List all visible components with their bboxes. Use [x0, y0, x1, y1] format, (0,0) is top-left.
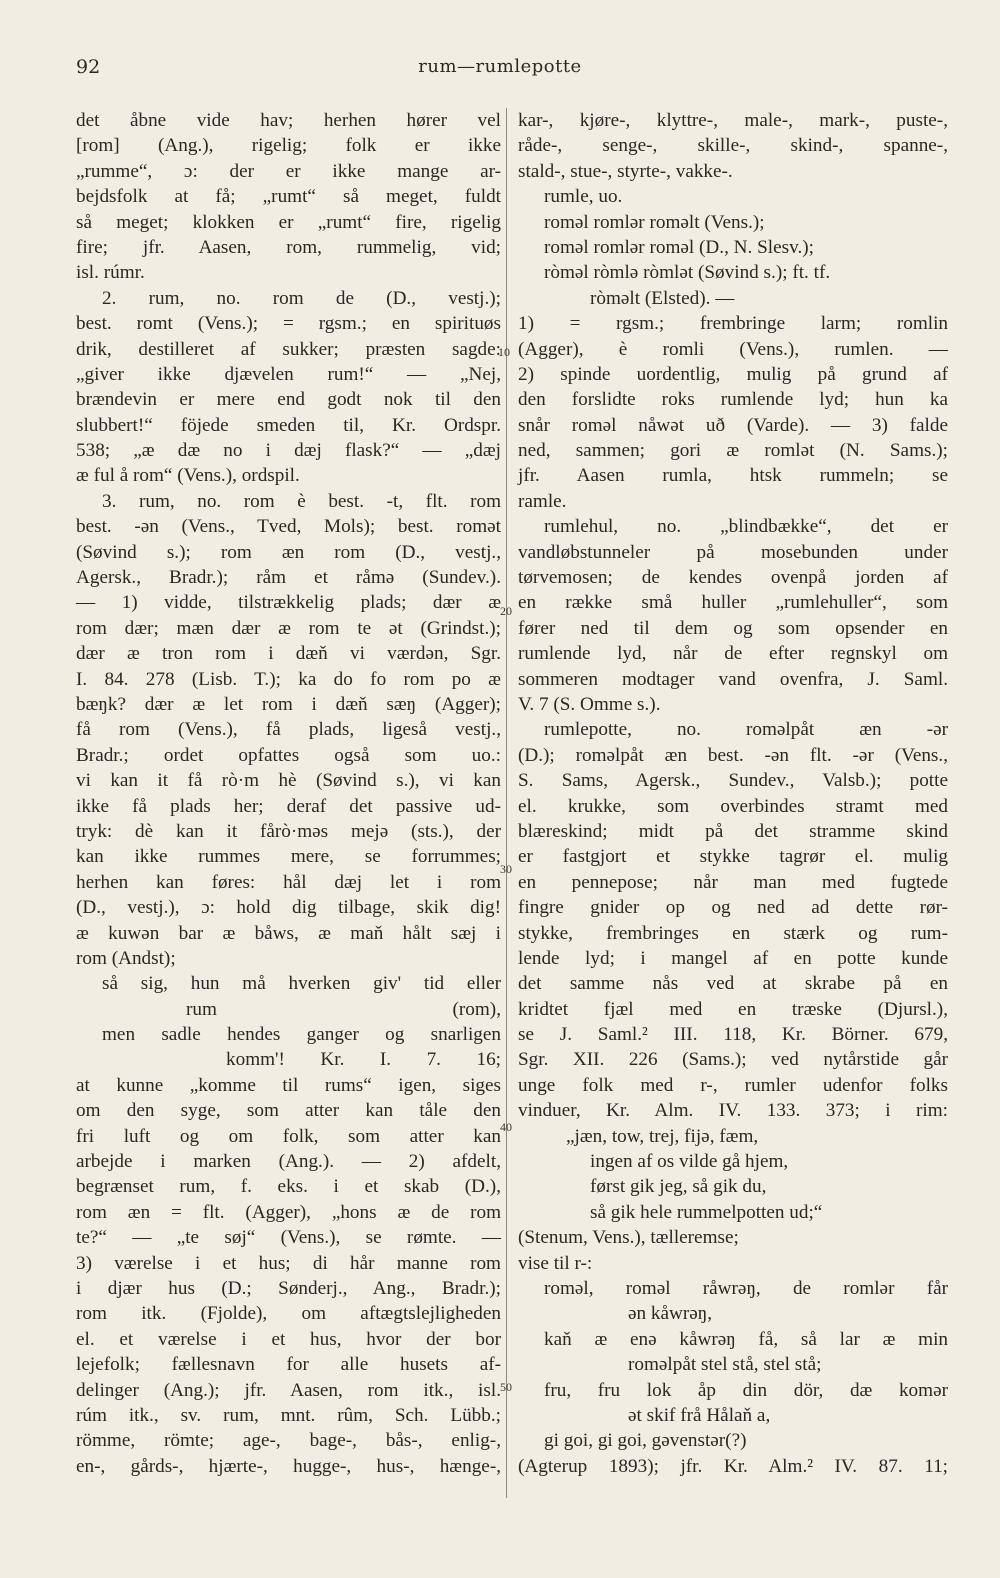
- text-line: rom æn = flt. (Agger), „hons æ de rom: [76, 1201, 501, 1223]
- text-line: (Agterup 1893); jfr. Kr. Alm.² IV. 87. 11;: [518, 1455, 948, 1477]
- margin-line-number: 50: [500, 1380, 512, 1394]
- text-line: ən kåwrəŋ,: [628, 1303, 713, 1325]
- text-line: at kunne „komme til rums“ igen, siges: [76, 1074, 501, 1096]
- margin-line-number: 10: [498, 345, 510, 359]
- column-divider: [506, 108, 507, 1498]
- text-line: er fastgjort et stykke tagrør el. mulig: [518, 846, 948, 868]
- text-line: 3. rum, no. rom è best. -t, flt. rom: [102, 490, 501, 512]
- text-line: — 1) vidde, tilstrækkelig plads; dær æ: [76, 592, 501, 614]
- text-line: ned, sammen; gori æ romlət (N. Sams.);: [518, 440, 948, 462]
- text-line: 3) værelse i et hus; di hår manne rom: [76, 1252, 501, 1274]
- text-line: S. Sams, Agersk., Sundev., Valsb.); potte: [518, 770, 948, 792]
- text-line: (Søvind s.); rom æn rom (D., vestj.,: [76, 541, 501, 563]
- text-line: bæŋk? dær æ let rom i dæň sæŋ (Agger);: [76, 693, 501, 715]
- running-head: rum—rumlepotte: [418, 56, 582, 77]
- text-line: kaň æ enə kåwrəŋ få, så lar æ min: [544, 1328, 948, 1350]
- text-line: først gik jeg, så gik du,: [590, 1176, 767, 1198]
- text-line: bejdsfolk at få; „rumt“ så meget, fuldt: [76, 186, 501, 208]
- text-line: ramle.: [518, 490, 567, 512]
- text-line: rúm itk., sv. rum, mnt. rûm, Sch. Lübb.;: [76, 1404, 501, 1426]
- text-line: rom (Andst);: [76, 947, 176, 969]
- text-line: kridtet fjæl med en træske (Djursl.),: [518, 998, 948, 1020]
- text-line: råde-, senge-, skille-, skind-, spanne-,: [518, 135, 948, 157]
- text-line: roməl romlər romәlt (Vens.);: [544, 211, 765, 233]
- text-line: „jæn, tow, trej, fijə, fæm,: [566, 1125, 759, 1147]
- text-line: delinger (Ang.); jfr. Aasen, rom itk., isl.: [76, 1379, 501, 1401]
- text-line: lejefolk; fællesnavn for alle husets af-: [76, 1354, 501, 1376]
- text-line: så sig, hun må hverken giv' tid eller: [102, 973, 501, 995]
- text-line: fri luft og om folk, som atter kan: [76, 1125, 501, 1147]
- text-line: „rumme“, ɔ: der er ikke mange ar-: [76, 160, 501, 182]
- text-line: 1) = rgsm.; frembringe larm; romlin: [518, 313, 948, 335]
- text-line: slubbert!“ föjede smeden til, Kr. Ordspr.: [76, 414, 501, 436]
- text-line: dær æ tron rom i dæň vi værdən, Sgr.: [76, 643, 501, 665]
- text-line: best. -ən (Vens., Tved, Mols); best. romət: [76, 516, 501, 538]
- text-line: gi goi, gi goi, gəvenstər(?): [544, 1430, 747, 1452]
- text-line: drik, destilleret af sukker; præsten sagde:: [76, 338, 501, 360]
- text-line: det åbne vide hav; herhen hører vel: [76, 110, 501, 131]
- text-line: æ ful å rom“ (Vens.), ordspil.: [76, 465, 300, 487]
- text-line: rumlende lyd, når de efter regnskyl om: [518, 643, 948, 665]
- text-line: 2) spinde uordentlig, mulig på grund af: [518, 363, 948, 385]
- text-line: men sadle hendes ganger og snarligen: [102, 1024, 501, 1046]
- text-line: rumlehul, no. „blindbække“, det er: [544, 516, 948, 538]
- text-line: i djær hus (D.; Sønderj., Ang., Bradr.);: [76, 1277, 501, 1299]
- text-line: en række små huller „rumlehuller“, som: [518, 592, 948, 614]
- text-line: tryk: dè kan it fårò·məs mejə (sts.), der: [76, 820, 501, 842]
- text-line: så gik hele rummelpotten ud;“: [590, 1201, 823, 1223]
- text-line: vinduer, Kr. Alm. IV. 133. 373; i rim:: [518, 1100, 948, 1122]
- text-line: (D., vestj.), ɔ: hold dig tilbage, skik dig!: [76, 897, 501, 919]
- text-line: om den syge, som atter kan tåle den: [76, 1100, 501, 1122]
- text-line: ət skif frå Hålaň a,: [628, 1404, 771, 1426]
- text-line: lende lyd; i mangel af en potte kunde: [518, 947, 948, 969]
- text-line: vise til r-:: [518, 1252, 593, 1274]
- text-line: sommeren modtager vand ovenfra, J. Saml.: [518, 668, 948, 690]
- text-line: fru, fru lok åp din dör, dæ komər: [544, 1379, 948, 1401]
- text-line: komm'! Kr. I. 7. 16;: [226, 1049, 501, 1071]
- left-column: [76, 108, 501, 1479]
- text-line: roməlpåt stel stå, stel stå;: [628, 1354, 822, 1376]
- text-line: V. 7 (S. Omme s.).: [518, 693, 661, 715]
- text-line: en pennepose; når man med fugtede: [518, 871, 948, 893]
- text-line: ikke få plads her; deraf det passive ud-: [76, 795, 501, 817]
- margin-line-number: 20: [500, 604, 512, 618]
- text-line: tørvemosen; de kendes ovenpå jorden af: [518, 567, 948, 589]
- text-line: kan ikke rummes mere, se forrummes;: [76, 846, 501, 868]
- text-line: vi kan it få rò·m hè (Søvind s.), vi kan: [76, 770, 501, 792]
- text-line: se J. Saml.² III. 118, Kr. Börner. 679,: [518, 1024, 948, 1046]
- text-line: ingen af os vilde gå hjem,: [590, 1151, 789, 1173]
- text-line: Bradr.; ordet opfattes også som uo.:: [76, 744, 501, 766]
- text-line: stald-, stue-, styrte-, vakke-.: [518, 160, 733, 182]
- text-line: roməl, roməl råwrəŋ, de romlər får: [544, 1277, 948, 1299]
- text-line: jfr. Aasen rumla, htsk rummeln; se: [518, 465, 948, 487]
- text-line: rumle, uo.: [544, 186, 623, 208]
- text-line: el. et værelse i et hus, hvor der bor: [76, 1328, 501, 1350]
- text-line: Agersk., Bradr.); råm et råmə (Sundev.).: [76, 567, 501, 589]
- text-line: vandløbstunneler på mosebunden under: [518, 541, 948, 563]
- text-line: arbejde i marken (Ang.). — 2) afdelt,: [76, 1151, 501, 1173]
- text-line: fire; jfr. Aasen, rom, rummelig, vid;: [76, 236, 501, 258]
- right-column: [518, 108, 948, 1479]
- text-line: rum (rom),: [186, 998, 501, 1020]
- text-line: unge folk med r-, rumler udenfor folks: [518, 1074, 948, 1096]
- text-line: den forslidte roks rumlende lyd; hun ka: [518, 389, 948, 411]
- text-line: 2. rum, no. rom de (D., vestj.);: [102, 287, 501, 309]
- text-line: roməl romlər romәl (D., N. Slesv.);: [544, 236, 814, 258]
- text-line: römme, römte; age-, bage-, bås-, enlig-,: [76, 1430, 501, 1452]
- text-line: blæreskind; midt på det stramme skind: [518, 820, 948, 842]
- text-line: Sgr. XII. 226 (Sams.); ved nytårstide går: [518, 1049, 948, 1071]
- text-line: best. romt (Vens.); = rgsm.; en spirituøs: [76, 313, 501, 335]
- text-line: fører ned til dem og som opsender en: [518, 617, 948, 639]
- text-line: rom dær; mæn dær æ rom te ət (Grindst.);: [76, 617, 501, 639]
- text-line: stykke, frembringes en stærk og rum-: [518, 922, 948, 944]
- text-line: æ kuwən bar æ båws, æ maň hålt sæj i: [76, 922, 501, 944]
- text-line: te?“ — „te søj“ (Vens.), se rømte. —: [76, 1227, 501, 1249]
- text-line: kar-, kjøre-, klyttre-, male-, mark-, puste-,: [518, 110, 948, 131]
- margin-line-number: 30: [500, 862, 512, 876]
- text-line: (Agger), è romli (Vens.), rumlen. —: [518, 338, 948, 360]
- text-line: „giver ikke djævelen rum!“ — „Nej,: [76, 363, 501, 385]
- text-line: få rom (Vens.), få plads, ligeså vestj.,: [76, 719, 501, 741]
- text-line: isl. rúmr.: [76, 262, 145, 284]
- page-number: 92: [76, 56, 101, 78]
- text-line: [rom] (Ang.), rigelig; folk er ikke: [76, 135, 501, 157]
- text-line: så meget; klokken er „rumt“ fire, rigelig: [76, 211, 501, 233]
- text-line: 538; „æ dæ no i dæj flask?“ — „dæj: [76, 440, 501, 462]
- text-line: ròməl ròmlə ròmlət (Søvind s.); ft. tf.: [544, 262, 831, 284]
- text-line: snår roməl nåwәt uð (Varde). — 3) falde: [518, 414, 948, 436]
- text-line: (Stenum, Vens.), tælleremse;: [518, 1227, 739, 1249]
- text-line: I. 84. 278 (Lisb. T.); ka do fo rom po æ: [76, 668, 501, 690]
- text-line: rom itk. (Fjolde), om aftægtslejligheden: [76, 1303, 501, 1325]
- text-line: begrænset rum, f. eks. i et skab (D.),: [76, 1176, 501, 1198]
- text-line: rumlepotte, no. roməlpåt æn -ər: [544, 719, 948, 741]
- text-line: ròmәlt (Elsted). —: [590, 287, 735, 309]
- text-line: herhen kan føres: hål dæj let i rom: [76, 871, 501, 893]
- text-line: (D.); roməlpåt æn best. -ən flt. -ər (Vens.,: [518, 744, 948, 766]
- text-line: el. krukke, som overbindes stramt med: [518, 795, 948, 817]
- text-line: en-, gårds-, hjærte-, hugge-, hus-, hænge-,: [76, 1455, 501, 1477]
- text-line: det samme nås ved at skrabe på en: [518, 973, 948, 995]
- margin-line-number: 40: [500, 1120, 512, 1134]
- text-line: brændevin er mere end godt nok til den: [76, 389, 501, 411]
- text-line: fingre gnider op og ned ad dette rør-: [518, 897, 948, 919]
